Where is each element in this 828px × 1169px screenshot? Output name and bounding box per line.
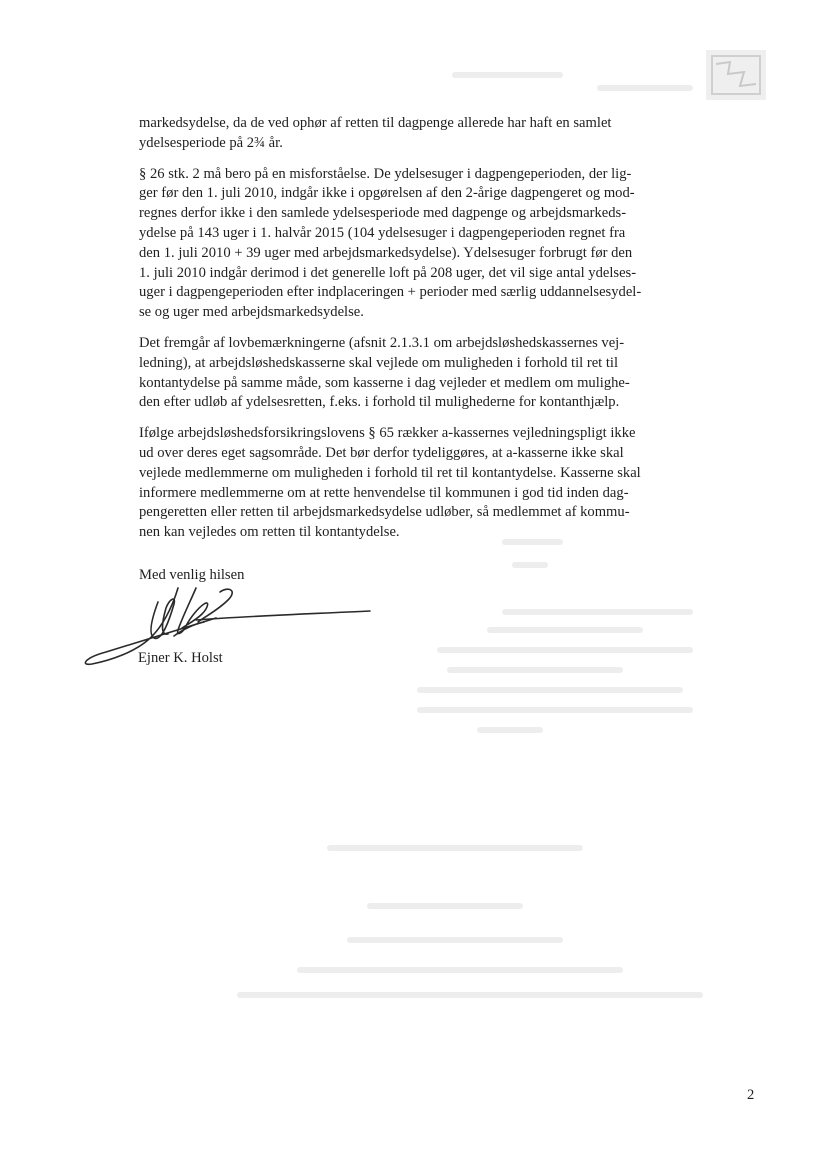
signer-name: Ejner K. Holst bbox=[138, 650, 223, 666]
page-number: 2 bbox=[747, 1087, 755, 1103]
text-line: den efter udløb af ydelsesretten, f.eks. i forhold til mulighederne for kontanthjælp. bbox=[139, 394, 620, 411]
text-line: den 1. juli 2010 + 39 uger med arbejdsmarkedsydelse). Ydelsesuger forbrugt før den bbox=[139, 244, 633, 261]
text-line: ledning), at arbejdsløshedskasserne skal vejlede om muligheden i forhold til ret til bbox=[139, 354, 619, 371]
text-line: ud over deres eget sagsområde. Det bør derfor tydeliggøres, at a-kasserne ikke skal bbox=[139, 444, 624, 461]
text-line: informere medlemmerne om at rette henvendelse til kommunen i god tid inden dag- bbox=[139, 484, 629, 501]
text-line: § 26 stk. 2 må bero på en misforståelse. De ydelsesuger i dagpengeperioden, der lig- bbox=[139, 165, 632, 182]
text-line: regnes derfor ikke i den samlede ydelsesperiode med dagpenge og arbejdsmarkeds- bbox=[139, 205, 627, 222]
handwritten-signature bbox=[78, 578, 378, 678]
closing-salutation: Med venlig hilsen bbox=[139, 567, 245, 583]
text-line: ydelsesperiode på 2¾ år. bbox=[139, 134, 283, 151]
text-line: nen kan vejledes om retten til kontantydelse. bbox=[139, 524, 400, 541]
stamp-mark bbox=[700, 44, 772, 106]
paragraph-3 bbox=[139, 334, 699, 413]
text-line: markedsydelse, da de ved ophør af retten til dagpenge allerede har haft en samlet bbox=[139, 115, 612, 131]
text-line: 1. juli 2010 indgår derimod i det generelle loft på 208 uger, det vil sige antal ydelses- bbox=[139, 264, 637, 281]
paragraph-2 bbox=[139, 165, 699, 323]
letter-body bbox=[139, 114, 699, 554]
text-line: pengeretten eller retten til arbejdsmarkedsydelse udløber, så medlemmet af kommu- bbox=[139, 504, 630, 521]
text-line: vejlede medlemmerne om muligheden i forhold til ret til kontantydelse. Kasserne skal bbox=[139, 464, 641, 481]
paragraph-4 bbox=[139, 424, 699, 543]
text-line: se og uger med arbejdsmarkedsydelse. bbox=[139, 304, 364, 321]
text-line: ydelse på 143 uger i 1. halvår 2015 (104 ydelsesuger i dagpengeperioden regnet fra bbox=[139, 224, 626, 241]
text-line: ger før den 1. juli 2010, indgår ikke i opgørelsen af den 2-årige dagpengeret og mod- bbox=[139, 185, 635, 202]
paragraph-1 bbox=[139, 114, 699, 154]
text-line: Ifølge arbejdsløshedsforsikringslovens § 65 rækker a-kassernes vejledningspligt ikke bbox=[139, 425, 636, 442]
text-line: Det fremgår af lovbemærkningerne (afsnit 2.1.3.1 om arbejdsløshedskassernes vej- bbox=[139, 334, 625, 351]
text-line: kontantydelse på samme måde, som kasserne i dag vejleder et medlem om mulighe- bbox=[139, 374, 630, 391]
text-line: uger i dagpengeperioden efter indplaceringen + perioder med særlig uddannelsesydel- bbox=[139, 284, 642, 301]
